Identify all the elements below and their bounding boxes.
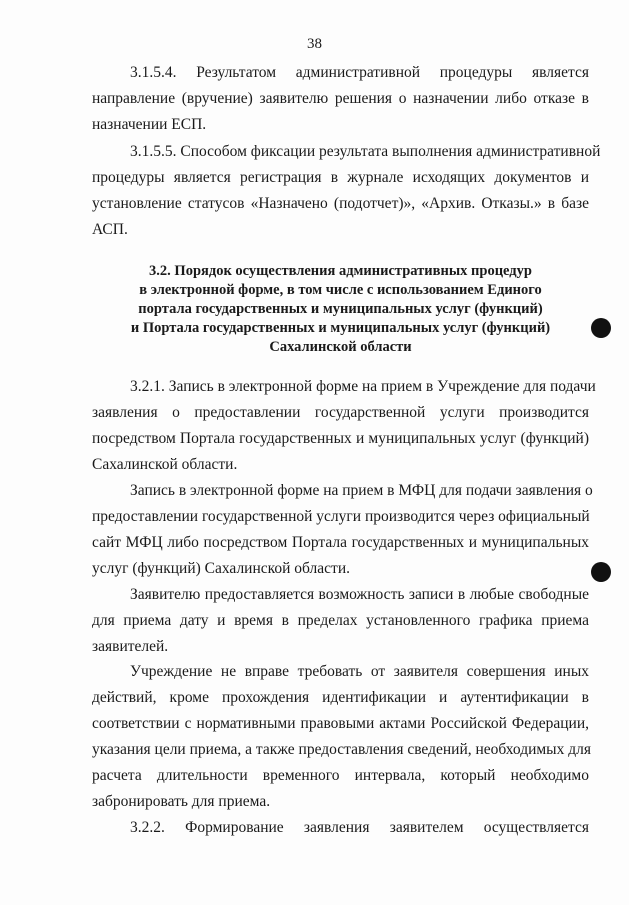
- paragraph-line: расчета длительности временного интервала, который необходимо: [92, 767, 589, 784]
- paragraph-line: сайт МФЦ либо посредством Портала государственных и муниципальных: [92, 534, 589, 551]
- paragraph-line: предоставлении государственной услуги производится через официальный: [92, 508, 590, 525]
- paragraph-line: АСП.: [92, 221, 128, 238]
- section-heading-line: портала государственных и муниципальных услуг (функций): [138, 301, 543, 317]
- punch-hole: [591, 318, 611, 338]
- paragraph-line: услуг (функций) Сахалинской области.: [92, 560, 350, 577]
- paragraph-line: 3.2.1. Запись в электронной форме на прием в Учреждение для подачи: [130, 378, 596, 395]
- page-number: 38: [307, 36, 322, 52]
- paragraph-line: посредством Портала государственных и муниципальных услуг (функций): [92, 430, 589, 447]
- paragraph-line: Заявителю предоставляется возможность записи в любые свободные: [130, 586, 589, 603]
- paragraph-line: направление (вручение) заявителю решения о назначении либо отказе в: [92, 90, 589, 107]
- punch-hole: [591, 562, 611, 582]
- paragraph-line: соответствии с нормативными правовыми актами Российской Федерации,: [92, 715, 589, 732]
- paragraph-line: для приема дату и время в пределах установленного графика приема: [92, 612, 589, 629]
- paragraph-line: указания цели приема, а также предоставления сведений, необходимых для: [92, 741, 591, 758]
- paragraph-line: заявителей.: [92, 638, 169, 655]
- paragraph-line: 3.1.5.5. Способом фиксации результата выполнения административной: [130, 143, 601, 160]
- paragraph-line: Запись в электронной форме на прием в МФЦ для подачи заявления о: [130, 482, 593, 499]
- paragraph-line: установление статусов «Назначено (подотчет)», «Архив. Отказы.» в базе: [92, 195, 589, 212]
- section-heading-line: и Портала государственных и муниципальных услуг (функций): [130, 320, 551, 336]
- paragraph-line: 3.2.2. Формирование заявления заявителем осуществляется: [130, 819, 589, 836]
- section-heading-line: в электронной форме, в том числе с использованием Единого: [139, 282, 542, 298]
- paragraph-line: действий, кроме прохождения идентификации и аутентификации в: [92, 689, 589, 706]
- section-heading-line: Сахалинской области: [269, 339, 412, 355]
- paragraph-line: назначении ЕСП.: [92, 116, 207, 133]
- paragraph-line: заявления о предоставлении государственной услуги производится: [92, 404, 589, 421]
- section-heading-line: 3.2. Порядок осуществления административных процедур: [149, 263, 532, 279]
- paragraph-line: Учреждение не вправе требовать от заявителя совершения иных: [130, 663, 589, 680]
- paragraph-line: забронировать для приема.: [92, 793, 271, 810]
- paragraph-line: 3.1.5.4. Результатом административной процедуры является: [130, 64, 589, 81]
- paragraph-line: процедуры является регистрация в журнале исходящих документов и: [92, 169, 589, 186]
- paragraph-line: Сахалинской области.: [92, 456, 238, 473]
